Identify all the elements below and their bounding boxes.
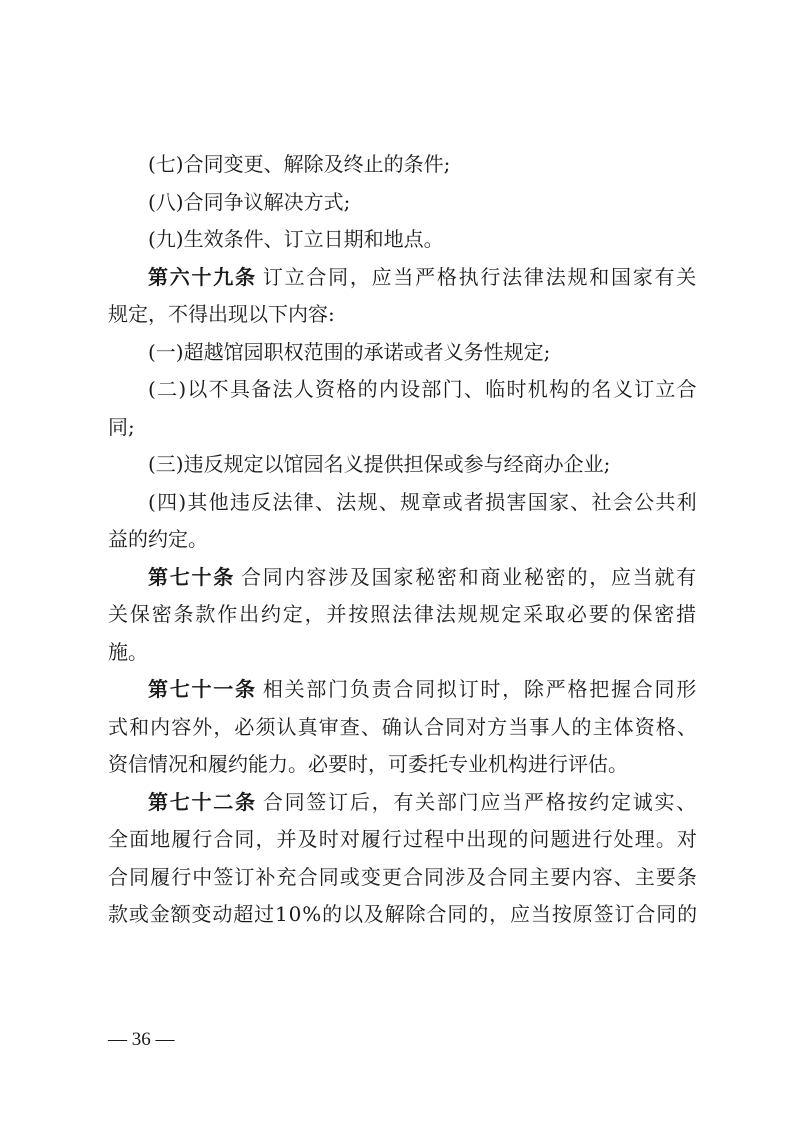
line-text: 式和内容外，必须认真审查、确认合同对方当事人的主体资格、: [108, 714, 698, 739]
text-line: [108, 146, 698, 184]
line-text: 同;: [108, 414, 135, 439]
line-text: 订立合同，应当严格执行法律法规和国家有关: [262, 264, 698, 289]
text-line: [108, 484, 698, 522]
page-number: — 36 —: [108, 1029, 175, 1050]
text-line: [108, 596, 698, 634]
text-line: [108, 859, 698, 897]
article-heading: 第七十一条: [148, 677, 257, 701]
line-text: (二)以不具备法人资格的内设部门、临时机构的名义订立合: [148, 377, 698, 401]
line-text: (四)其他违反法律、法规、规章或者损害国家、社会公共利: [148, 489, 698, 514]
text-line: [108, 709, 698, 747]
line-text: 合同履行中签订补充合同或变更合同涉及合同主要内容、主要条: [108, 864, 698, 889]
document-body: [108, 146, 698, 934]
line-text: 施。: [108, 639, 148, 664]
line-text: 相关部门负责合同拟订时，除严格把握合同形: [262, 677, 698, 701]
text-line: [108, 221, 698, 259]
text-line: [108, 371, 698, 409]
text-line: [108, 296, 698, 334]
text-line: [108, 746, 698, 784]
line-text: (七)合同变更、解除及终止的条件;: [148, 152, 451, 176]
line-text: 款或金额变动超过10%的以及解除合同的，应当按原签订合同的: [108, 902, 698, 926]
text-line: [108, 784, 698, 822]
line-text: 关保密条款作出约定，并按照法律法规规定采取必要的保密措: [108, 602, 698, 626]
text-line: [108, 184, 698, 222]
article-heading: 第六十九条: [148, 264, 257, 289]
text-line: [108, 559, 698, 597]
line-text: (三)违反规定以馆园名义提供担保或参与经商办企业;: [148, 452, 611, 476]
text-line: [108, 821, 698, 859]
text-line: [108, 334, 698, 372]
line-text: 全面地履行合同，并及时对履行过程中出现的问题进行处理。对: [108, 827, 698, 851]
line-text: (九)生效条件、订立日期和地点。: [148, 227, 444, 251]
text-line: [108, 521, 698, 559]
line-text: (一)超越馆园职权范围的承诺或者义务性规定;: [148, 339, 551, 364]
text-line: [108, 896, 698, 934]
text-line: [108, 259, 698, 297]
text-line: [108, 634, 698, 672]
text-line: [108, 671, 698, 709]
line-text: 合同签订后，有关部门应当严格按约定诚实、: [262, 789, 698, 814]
article-heading: 第七十二条: [148, 789, 257, 814]
text-line: [108, 446, 698, 484]
line-text: 合同内容涉及国家秘密和商业秘密的，应当就有: [241, 564, 698, 589]
text-line: [108, 409, 698, 447]
article-heading: 第七十条: [148, 564, 236, 589]
line-text: 资信情况和履约能力。必要时，可委托专业机构进行评估。: [108, 752, 628, 776]
line-text: (八)合同争议解决方式;: [148, 189, 351, 214]
line-text: 益的约定。: [108, 527, 208, 551]
line-text: 规定，不得出现以下内容:: [108, 302, 335, 326]
